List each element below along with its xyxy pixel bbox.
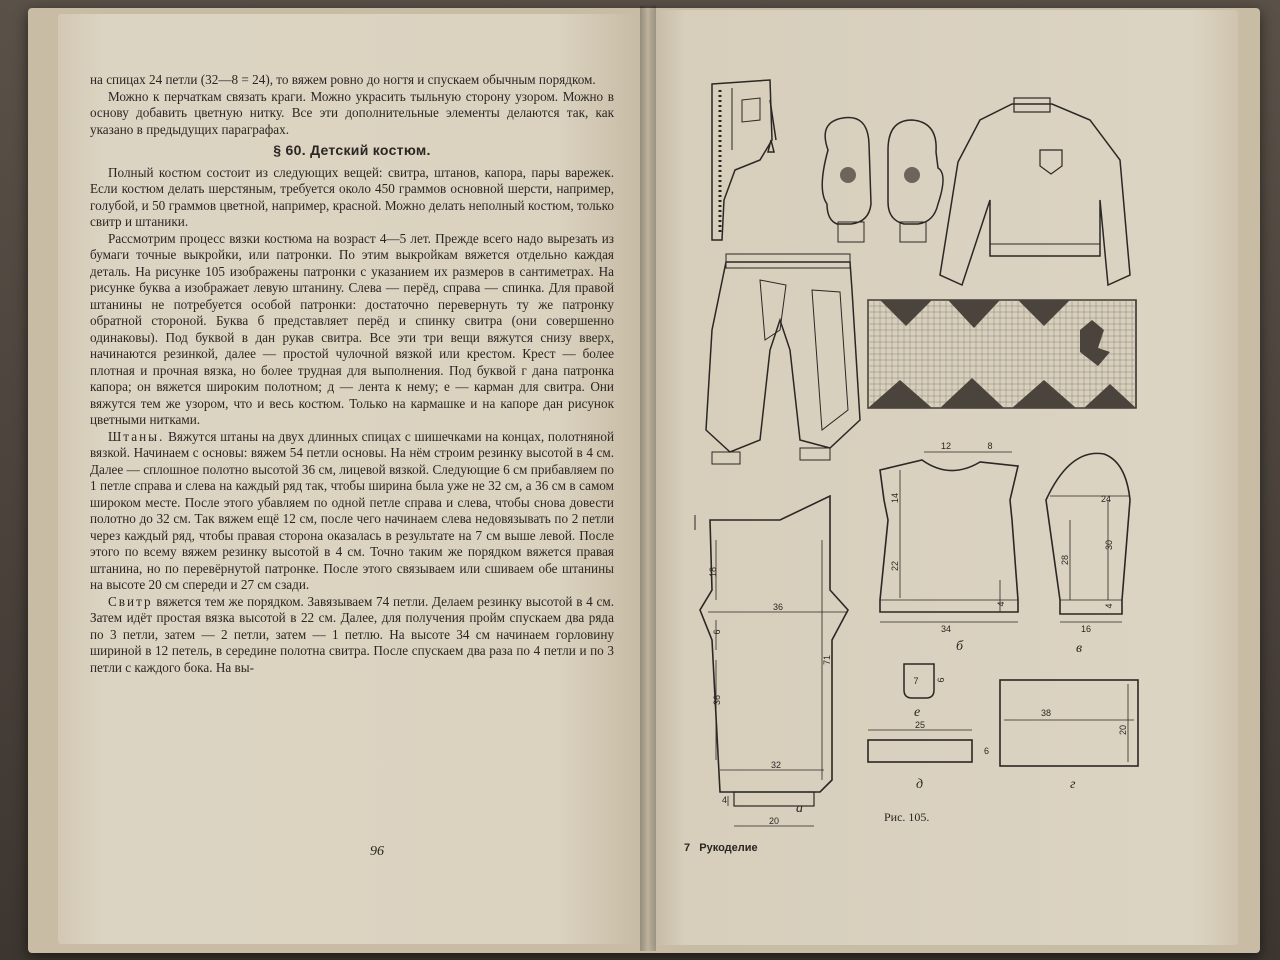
dim-label: 6 [936,677,946,683]
piece-letter: б [956,639,964,654]
dim-label: 32 [770,760,782,770]
dim-label: 71 [822,654,832,666]
dim-label: 36 [712,694,722,706]
pattern-piece-d [868,720,989,792]
dim-label: 24 [1100,494,1112,504]
dim-label: 30 [1104,539,1114,551]
trousers-illustration [706,254,860,464]
signature-title: Рукоделие [699,842,758,854]
dim-label: 18 [708,566,718,578]
dim-label: 14 [890,492,900,504]
dim-label: 4 [722,795,728,805]
dim-label: 7 [913,676,919,686]
paragraph: Рассмотрим процесс вязки костюма на возраст 4—5 лет. Прежде всего надо вырезать из бумаги точные выкройки, или патронки. По этим выкройкам вяжется отдельно каждая деталь. На рисунке 105 изображены патронки с указанием их размеров в сантиметрах. На рисунке буква а изображает левую штанину. Слева — перёд, справа — спинка. Для правой штанины не потребуется особой патронки: достаточно перевернуть ту же патронку обратной стороной. Буква б представляет перёд и спинку свитра (они совершенно одинаковы). Под буквой в дан рукав свитра. Все эти три вещи вяжутся снизу вверх, начинаются резинкой, далее — простой чулочной вязкой или крестом. Крест — более плотная и прочная вязка, но более трудная для выполнения. Под буквой г дана патронка капора; он вяжется широким полотном; д — лента к нему; е — карман для свитра. Они вяжутся тем же узором, что и весь костюм. Только на кармашке и на капоре дан рисунок цветными нитками. [90,230,614,427]
piece-letter: в [1076,641,1083,656]
pattern-chart [868,300,1136,408]
piece-letter: г [1070,777,1076,792]
pattern-piece-a [695,496,848,826]
dim-label: 38 [1040,708,1052,718]
paragraph-body: Вяжутся штаны на двух длинных спицах с шишечками на концах, полотняной вязкой. Начинаем с основы: вяжем 54 петли основы. На нём строим резинку высотой в 4 см. Далее — сплошное полотно высотой 36 см, лицевой вязкой. Следующие 6 см прибавляем по 1 петле справа и слева на каждый ряд так, чтобы ширина была уже не 32 см, а 36 см в самом широком месте. После этого убавляем по одной петле справа и слева, чтобы снова довести полотно до 32 см. Так вяжем ещё 12 см, после чего начинаем слева недовязывать по 2 петли через каждый ряд, чтобы правая сторона оказалась в результате на 7 см выше левой. После этого по всему вяжем резинку высотой в 4 см. Точно таким же порядком вяжется правая штанина, но по перевёрнутой патронке. После этого связываем или сшиваем обе штанины на высоте 20 см спереди и 27 см сзади. [90,428,615,592]
pattern-piece-e [904,664,946,720]
section-heading: § 60. Детский костюм. [273,142,431,158]
signature-footer [684,842,758,854]
dim-label: 4 [1104,603,1114,609]
dim-label: 4 [996,601,1006,607]
sweater-illustration [940,98,1130,285]
pattern-piece-b [880,441,1018,654]
figure-caption: Рис. 105. [884,810,930,824]
paragraph-lead: Свитр [108,593,153,609]
piece-letter: а [796,801,803,816]
dim-label: 16 [1080,624,1092,634]
paragraph-body: вяжется тем же порядком. Завязываем 74 петли. Делаем резинку высотой в 4 см. Затем идёт простая вязка высотой в 22 см. Далее, для получения пройм спускаем два ряда по 3 петли, затем — 2 петли, затем — 1 петлю. На высоте 34 см начинаем горловину шириной в 12 петель, в середине полотна свитра. После спускаем два раза по 4 петли и по 3 петли с каждого бока. На вы- [90,593,615,675]
dim-label: 25 [914,720,926,730]
dim-label: 8 [987,441,993,451]
page-number: 96 [370,844,384,859]
pattern-piece-g [1000,680,1138,792]
pattern-piece-v [1046,453,1130,656]
dim-label: 34 [940,624,952,634]
dim-label: 20 [1118,724,1128,736]
signature-number: 7 [684,842,691,854]
mittens-illustration [822,118,943,242]
paragraph-lead: Штаны. [108,428,165,444]
dim-label: 6 [712,629,722,635]
dim-label: 12 [940,441,952,451]
hood-illustration [712,80,776,240]
dim-label: 22 [890,560,900,572]
dim-label: 28 [1060,554,1070,566]
paragraph: Можно к перчаткам связать краги. Можно украсить тыльную сторону узором. Можно в основу добавить цветную нитку. Все эти дополнительные элементы делаются так, как указано в предыдущих параграфах. [90,88,614,137]
dim-label: 6 [984,746,990,756]
paragraph: Полный костюм состоит из следующих вещей: свитра, штанов, капора, пары варежек. Если костюм делать шерстяным, требуется около 450 граммов основной шерсти, например, голубой, и 50 граммов цветной, например, красной. Можно делать неполный костюм, только свитр и штаники. [90,164,614,229]
dim-label: 36 [772,602,784,612]
piece-letter: д [916,777,924,792]
piece-letter: е [914,705,921,720]
paragraph: на спицах 24 петли (32—8 = 24), то вяжем ровно до ногтя и спускаем обычным порядком. [90,72,596,87]
dim-label: 20 [768,816,780,826]
